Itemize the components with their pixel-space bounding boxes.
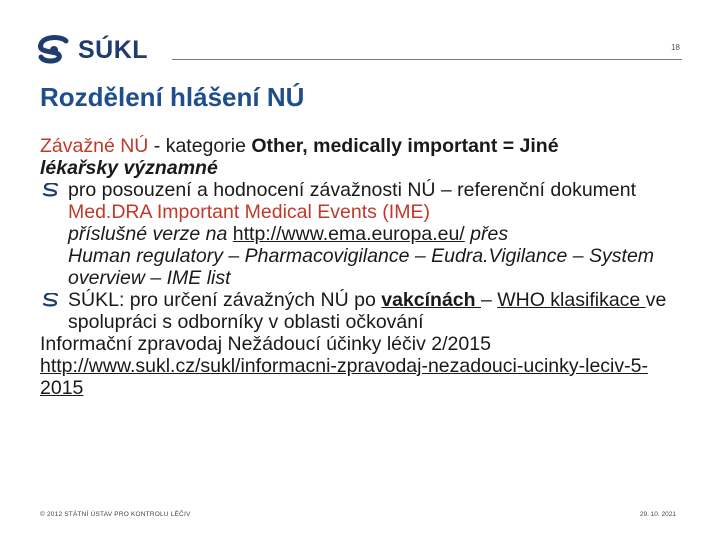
ema-link[interactable]: http://www.ema.europa.eu/ — [232, 223, 465, 245]
intro-paragraph — [40, 135, 680, 179]
bullet-item-1 — [40, 179, 680, 289]
slide-title: Rozdělení hlášení NÚ — [40, 82, 305, 112]
vaccines-term: vakcínách — [381, 289, 481, 311]
bullet2-dash: – — [480, 289, 498, 311]
header-divider — [172, 59, 682, 60]
intro-bold: Other, medically important = Jiné — [251, 135, 559, 157]
bullet2-text: SÚKL: pro určení závažných NÚ po — [68, 289, 382, 311]
sukl-logo — [36, 34, 148, 66]
intro-line2: lékařsky významné — [40, 157, 218, 179]
bullet2-text3: ve spolupráci s odborníky v oblasti očkování — [68, 289, 667, 333]
footer-date: 29. 10. 2021 — [639, 511, 676, 518]
who-classification: WHO klasifikace — [497, 289, 646, 311]
intro-text: - kategorie — [148, 135, 252, 157]
sukl-logo-icon — [36, 35, 72, 65]
ema-navigation-path: Human regulatory – Pharmacovigilance – Eudra.Vigilance – System overview – IME list — [68, 245, 655, 289]
bullet-icon — [42, 293, 60, 307]
sukl-newsletter-link[interactable]: http://www.sukl.cz/sukl/informacni-zpravodaj-nezadouci-ucinky-leciv-5-2015 — [40, 355, 648, 399]
brand-name: SÚKL — [78, 35, 149, 64]
bullet1-text2: příslušné verze na — [68, 223, 233, 245]
info-text: Informační zpravodaj Nežádoucí účinky léčiv 2/2015 — [40, 333, 491, 355]
bullet1-text: pro posouzení a hodnocení závažnosti NÚ – referenční dokument — [68, 179, 637, 201]
intro-lead: Závažné NÚ — [40, 135, 149, 157]
page-number: 18 — [671, 43, 680, 52]
info-paragraph — [40, 333, 680, 399]
bullet1-text3: přes — [464, 223, 509, 245]
bullet-item-2 — [40, 289, 680, 333]
slide-content — [40, 135, 680, 399]
bullet-icon — [42, 183, 60, 197]
footer-copyright: © 2012 STÁTNÍ ÚSTAV PRO KONTROLU LÉČIV — [40, 511, 191, 518]
ime-reference: Med.DRA Important Medical Events (IME) — [68, 201, 430, 223]
